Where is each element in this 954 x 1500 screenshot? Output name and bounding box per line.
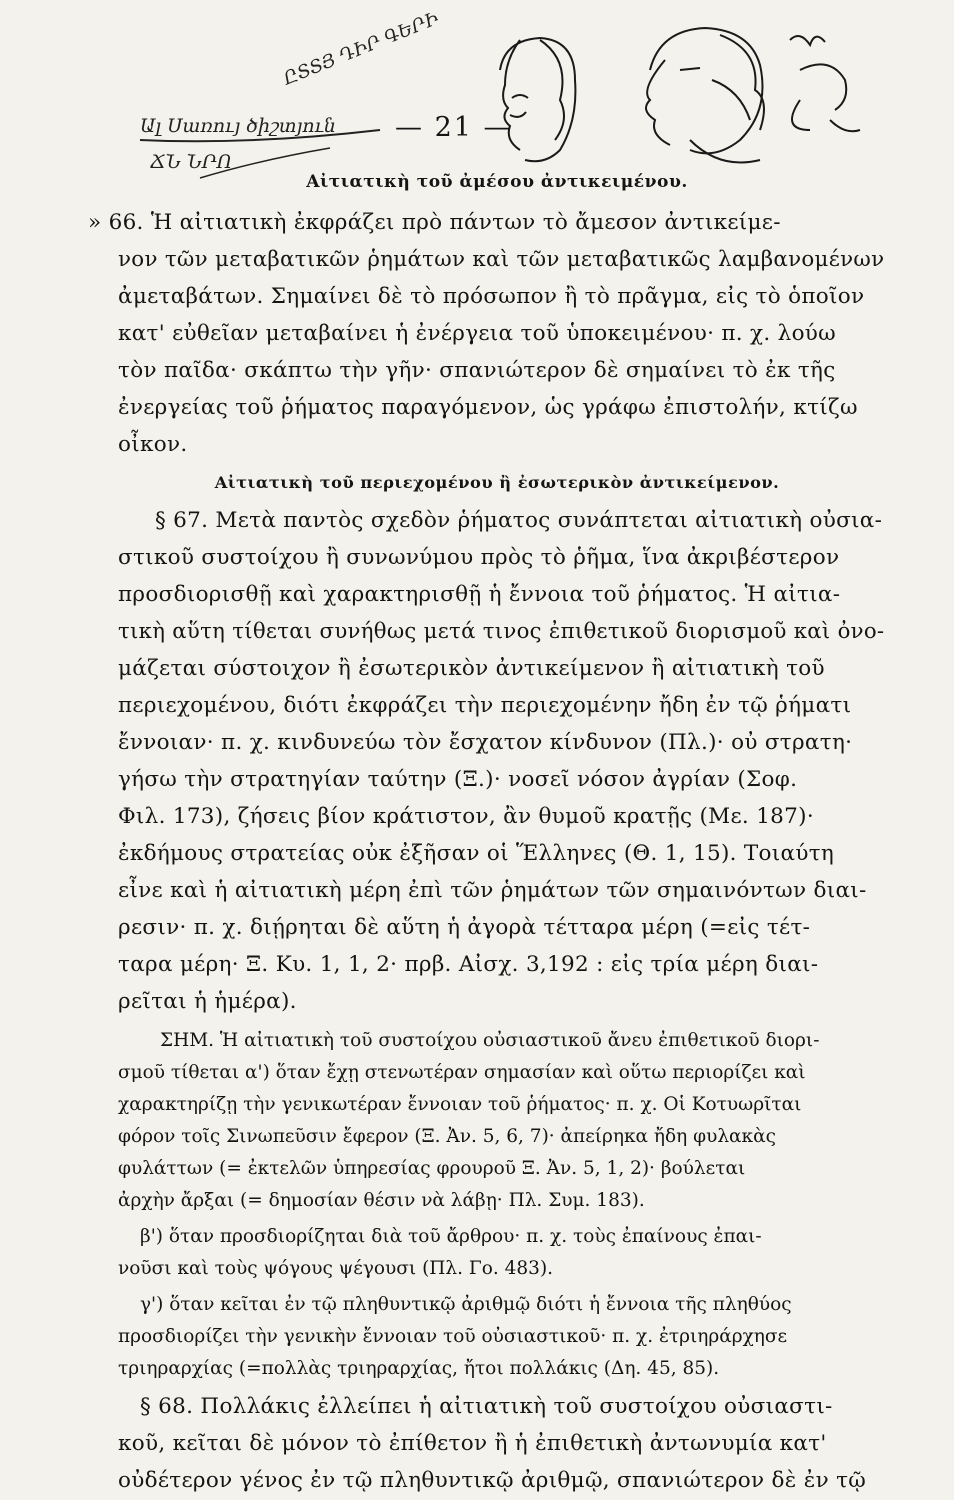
- text-line: ἐνεργείας τοῦ ῥήματος παραγόμενον, ὡς γράφω ἐπιστολήν, κτίζω: [118, 395, 858, 420]
- note-line: χαρακτηρίζῃ τὴν γενικωτέραν ἔννοιαν τοῦ ῥήματος· π. χ. Οἱ Κοτυωρῖται: [118, 1094, 802, 1115]
- note-line: γ') ὅταν κεῖται ἐν τῷ πληθυντικῷ ἀριθμῷ διότι ἡ ἔννοια τῆς πληθύος: [140, 1294, 792, 1315]
- note-line: σμοῦ τίθεται α') ὅταν ἔχῃ στενωτέραν σημασίαν καὶ οὕτω περιορίζει καὶ: [118, 1062, 806, 1083]
- text-line: ἐκδήμους στρατείας οὐκ ἐξῆσαν οἱ Ἕλληνες (Θ. 1, 15). Τοιαύτη: [118, 841, 835, 866]
- text-line: περιεχομένου, διότι ἐκφράζει τὴν περιεχομένην ἤδη ἐν τῷ ῥήματι: [118, 693, 852, 718]
- text-line: » 66. Ἡ αἰτιατικὴ ἐκφράζει πρὸ πάντων τὸ ἄμεσον ἀντικείμε-: [88, 210, 781, 235]
- face-sketch-right: [646, 28, 764, 163]
- text-line: νον τῶν μεταβατικῶν ῥημάτων καὶ τῶν μεταβατικῶς λαμβανομένων: [118, 247, 885, 272]
- heading-inner-object: Αἰτιατικὴ τοῦ περιεχομένου ἢ ἐσωτερικὸν ἀντικείμενον.: [214, 473, 780, 492]
- corner-scribble: [790, 36, 860, 131]
- handwriting-left: Ալ Սառույ ծիշտյուն: [140, 115, 336, 137]
- note-line: νοῦσι καὶ τοὺς ψόγους ψέγουσι (Πλ. Γο. 483).: [118, 1258, 554, 1279]
- page-number: — 21 —: [395, 112, 513, 143]
- text-line: μάζεται σύστοιχον ἢ ἐσωτερικὸν ἀντικείμενον ἢ αἰτιατικὴ τοῦ: [118, 656, 825, 681]
- handwritten-sketches: [0, 0, 954, 200]
- text-line: ταρα μέρη· Ξ. Κυ. 1, 1, 2· πρβ. Αἰσχ. 3,192 : εἰς τρία μέρη διαι-: [118, 952, 819, 977]
- note-line: τριηραρχίας (=πολλὰς τριηραρχίας, ἤτοι πολλάκις (Δη. 45, 85).: [118, 1358, 720, 1379]
- text-line: ἀμεταβάτων. Σημαίνει δὲ τὸ πρόσωπον ἢ τὸ πρᾶγμα, εἰς τὸ ὁποῖον: [118, 284, 865, 309]
- text-line: ἔννοιαν· π. χ. κινδυνεύω τὸν ἔσχατον κίνδυνον (Πλ.)· οὐ στρατη·: [118, 730, 853, 755]
- text-line: εἶνε καὶ ἡ αἰτιατικὴ μέρη ἐπὶ τῶν ῥημάτων τῶν σημαινόντων διαι-: [118, 878, 867, 903]
- text-line: κατ' εὐθεῖαν μεταβαίνει ἡ ἐνέργεια τοῦ ὑποκειμένου· π. χ. λούω: [118, 321, 837, 346]
- heading-direct-object: Αἰτιατικὴ τοῦ ἀμέσου ἀντικειμένου.: [306, 172, 688, 192]
- text-line: προσδιορισθῇ καὶ χαρακτηρισθῇ ἡ ἔννοια τοῦ ῥήματος. Ἡ αἰτια-: [118, 582, 841, 607]
- note-line: φυλάττων (= ἐκτελῶν ὑπηρεσίας φρουροῦ Ξ. Ἀν. 5, 1, 2)· βούλεται: [118, 1158, 746, 1179]
- text-line: ρεσιν· π. χ. διῄρηται δὲ αὕτη ἡ ἀγορὰ τέτταρα μέρη (=εἰς τέτ-: [118, 915, 811, 940]
- text-line: γήσω τὴν στρατηγίαν ταύτην (Ξ.)· νοσεῖ νόσον ἀγρίαν (Σοφ.: [118, 767, 798, 792]
- note-line: ἀρχὴν ἄρξαι (= δημοσίαν θέσιν νὰ λάβῃ· Πλ. Συμ. 183).: [118, 1190, 645, 1211]
- handwriting-top: ԸՏՏՅ ԴԻՐ ԳԵՐԻ: [280, 8, 442, 90]
- text-line: οὐδέτερον γένος ἐν τῷ πληθυντικῷ ἀριθμῷ, σπανιώτερον δὲ ἐν τῷ: [118, 1468, 867, 1493]
- note-line: φόρον τοῖς Σινωπεῦσιν ἔφερον (Ξ. Ἀν. 5, 6, 7)· ἀπείρηκα ἤδη φυλακὰς: [118, 1126, 776, 1147]
- text-line: κοῦ, κεῖται δὲ μόνον τὸ ἐπίθετον ἢ ἡ ἐπιθετικὴ ἀντωνυμία κατ': [118, 1431, 827, 1456]
- text-line: τὸν παῖδα· σκάπτω τὴν γῆν· σπανιώτερον δὲ σημαίνει τὸ ἐκ τῆς: [118, 358, 836, 383]
- text-line: τικὴ αὕτη τίθεται συνήθως μετά τινος ἐπιθετικοῦ διορισμοῦ καὶ ὀνο-: [118, 619, 885, 644]
- text-line: στικοῦ συστοίχου ἢ συνωνύμου πρὸς τὸ ῥῆμα, ἵνα ἀκριβέστερον: [118, 545, 840, 570]
- text-line: § 68. Πολλάκις ἐλλείπει ἡ αἰτιατικὴ τοῦ συστοίχου οὐσιαστι-: [140, 1394, 833, 1419]
- text-line: Φιλ. 173), ζήσεις βίον κράτιστον, ἂν θυμοῦ κρατῇς (Με. 187)·: [118, 804, 814, 829]
- note-line: β') ὅταν προσδιορίζηται διὰ τοῦ ἄρθρου· π. χ. τοὺς ἐπαίνους ἐπαι-: [140, 1226, 762, 1247]
- note-line: ΣΗΜ. Ἡ αἰτιατικὴ τοῦ συστοίχου οὐσιαστικοῦ ἄνευ ἐπιθετικοῦ διορι-: [160, 1030, 820, 1051]
- handwriting-left-2: ՃՆ ՆՐՈ: [150, 151, 232, 173]
- text-line: § 67. Μετὰ παντὸς σχεδὸν ῥήματος συνάπτεται αἰτιατικὴ οὐσια-: [155, 508, 883, 533]
- text-line: οἶκον.: [118, 432, 188, 457]
- text-line: ρεῖται ἡ ἡμέρα).: [118, 989, 297, 1014]
- note-line: προσδιορίζει τὴν γενικὴν ἔννοιαν τοῦ οὐσιαστικοῦ· π. χ. ἐτριηράρχησε: [118, 1326, 788, 1347]
